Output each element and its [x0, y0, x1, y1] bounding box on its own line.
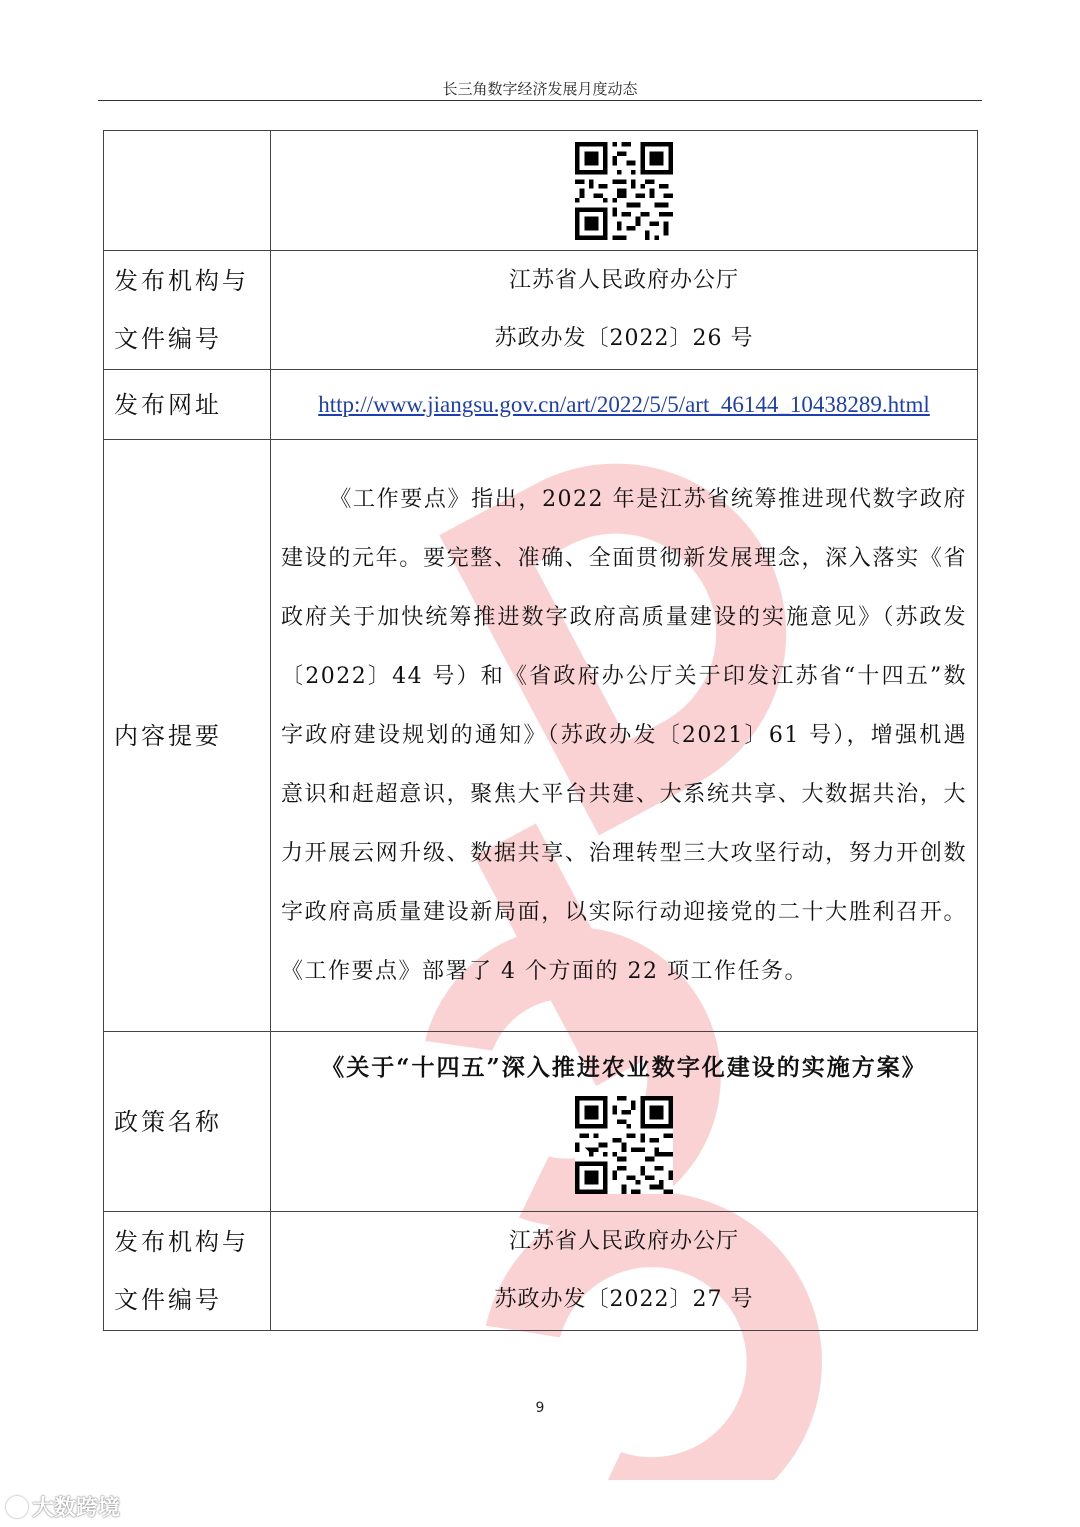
qr-code-icon — [575, 142, 673, 240]
row-label-empty — [104, 131, 271, 251]
qr-code-icon — [575, 1096, 673, 1194]
table-row — [104, 1032, 978, 1212]
source-watermark-text: 大数跨境 — [32, 1496, 121, 1521]
brand-logo-icon — [6, 1496, 28, 1518]
row-label-summary: 内容提要 — [104, 440, 271, 1032]
issuer-cell — [271, 1212, 978, 1331]
policy-url-link[interactable]: http://www.jiangsu.gov.cn/art/2022/5/5/art_46144_10438289.html — [318, 391, 930, 417]
policy-table — [103, 130, 978, 1331]
issuer-org: 江苏省人民政府办公厅 — [508, 268, 739, 293]
table-row — [104, 370, 978, 440]
issuer-cell — [271, 251, 978, 370]
url-cell — [271, 370, 978, 440]
document-number: 苏政办发〔2022〕27 号 — [494, 1287, 754, 1312]
table-row — [104, 251, 978, 370]
table-row — [104, 1212, 978, 1331]
policy-name-cell — [271, 1032, 978, 1212]
summary-text: 《工作要点》指出，2022 年是江苏省统筹推进现代数字政府建设的元年。要完整、准确、全面贯彻新发展理念，深入落实《省政府关于加快统筹推进数字政府高质量建设的实施意见》（苏政发〔2022〕44 号）和《省政府办公厅关于印发江苏省“十四五”数字政府建设规划的通知》（苏政办发〔2021〕61 号），增强机遇意识和赶超意识，聚焦大平台共建、大系统共享、大数据共治，大力开展云网升级、数据共享、治理转型三大攻坚行动，努力开创数字政府高质量建设新局面，以实际行动迎接党的二十大胜利召开。《工作要点》部署了 4 个方面的 22 项工作任务。 — [281, 487, 967, 984]
row-label-issuer: 发布机构与文件编号 — [104, 251, 271, 370]
qr-cell — [271, 131, 978, 251]
policy-title: 《关于“十四五”深入推进农业数字化建设的实施方案》 — [321, 1054, 927, 1081]
row-label-issuer: 发布机构与文件编号 — [104, 1212, 271, 1331]
row-label-policy-name: 政策名称 — [104, 1032, 271, 1212]
summary-cell — [271, 440, 978, 1032]
page-number: 9 — [535, 1400, 545, 1416]
table-row — [104, 440, 978, 1032]
table-row — [104, 131, 978, 251]
running-header: 长三角数字经济发展月度动态 — [442, 80, 638, 98]
issuer-org: 江苏省人民政府办公厅 — [508, 1229, 739, 1254]
row-label-url: 发布网址 — [104, 370, 271, 440]
header-rule — [98, 100, 982, 101]
document-number: 苏政办发〔2022〕26 号 — [494, 326, 754, 351]
source-watermark — [6, 1491, 120, 1522]
